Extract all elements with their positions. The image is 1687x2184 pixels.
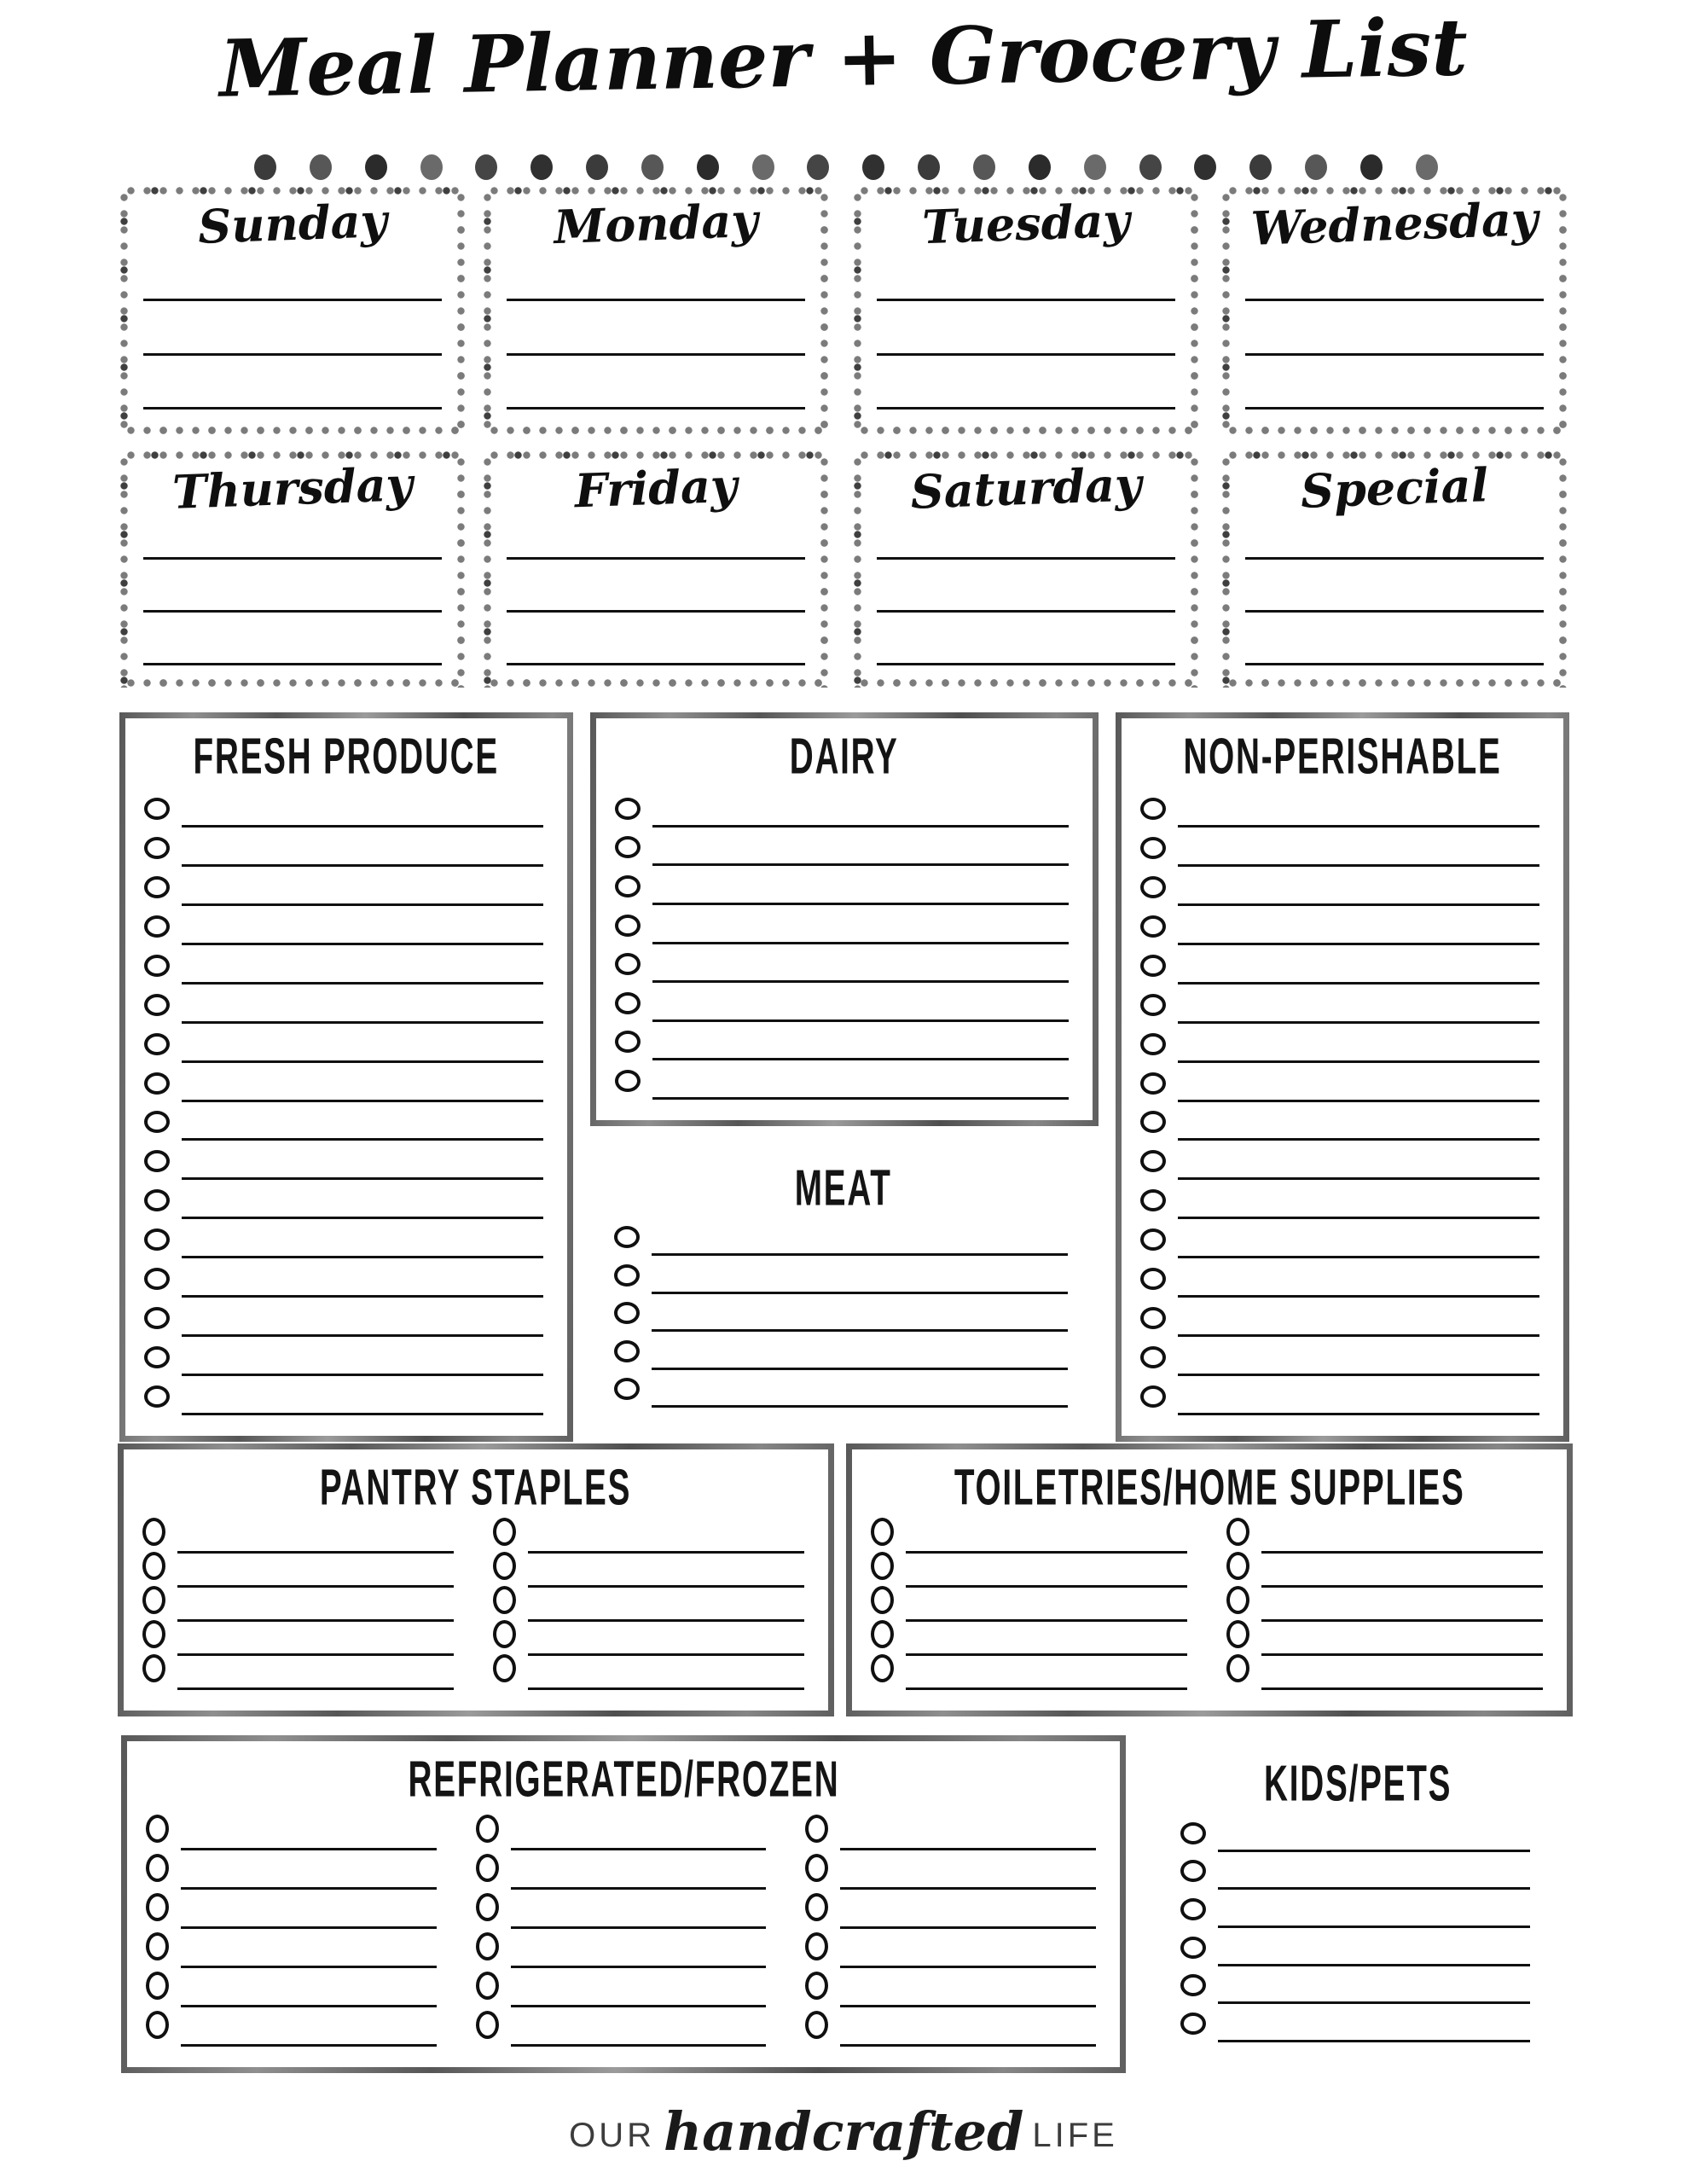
checkbox-circle[interactable] (146, 1893, 169, 1921)
list-item (1226, 1656, 1543, 1690)
checkbox-circle[interactable] (142, 1654, 165, 1682)
list-item (1140, 985, 1539, 1024)
day-box-saturday (853, 450, 1199, 688)
meal-line[interactable] (1245, 356, 1544, 410)
checkbox-circle[interactable] (1140, 1072, 1166, 1095)
footer-text-our: OUR (569, 2117, 656, 2154)
list-item (871, 1656, 1187, 1690)
checkbox-circle[interactable] (1140, 915, 1166, 938)
list-item (1226, 1622, 1543, 1656)
section-rows (1122, 785, 1563, 1436)
checkbox-circle[interactable] (805, 1932, 828, 1960)
day-lines (143, 507, 442, 665)
binder-dot (1416, 154, 1438, 180)
list-item (1226, 1588, 1543, 1622)
checkbox-circle[interactable] (144, 1307, 170, 1329)
list-item (614, 1370, 1068, 1408)
day-box-friday (483, 450, 829, 688)
checkbox-circle[interactable] (144, 798, 170, 820)
list-item (1140, 1141, 1539, 1180)
checkbox-circle[interactable] (146, 1972, 169, 2000)
day-lines (507, 507, 805, 665)
list-item (615, 866, 1069, 905)
section-rows (587, 1217, 1100, 1435)
checkbox-circle[interactable] (476, 1972, 499, 2000)
checkbox-circle[interactable] (615, 836, 641, 858)
list-item (1140, 867, 1539, 906)
meal-line[interactable] (877, 356, 1175, 410)
checkbox-circle[interactable] (1180, 2013, 1206, 2035)
day-title: Friday (573, 457, 739, 519)
checkbox-circle[interactable] (1140, 1033, 1166, 1055)
list-item (142, 1554, 454, 1588)
list-item (144, 945, 543, 985)
list-item (144, 1376, 543, 1415)
checkbox-circle[interactable] (614, 1378, 640, 1400)
checkbox-circle[interactable] (142, 1518, 165, 1546)
list-item (146, 1850, 437, 1890)
checkbox-circle[interactable] (144, 1346, 170, 1368)
list-item (1226, 1554, 1543, 1588)
checkbox-circle[interactable] (1140, 1307, 1166, 1329)
list-item (871, 1519, 1187, 1554)
checkbox-circle[interactable] (1226, 1654, 1249, 1682)
meal-line[interactable] (507, 356, 805, 410)
section-kids-pets (1153, 1737, 1562, 2070)
binder-dot (1360, 154, 1383, 180)
list-item (805, 2007, 1096, 2047)
list-item (1140, 828, 1539, 867)
list-item (805, 1929, 1096, 1968)
list-item (1140, 1219, 1539, 1258)
checkbox-circle[interactable] (476, 2011, 499, 2039)
checkbox-circle[interactable] (1140, 1385, 1166, 1408)
section-rows (124, 1516, 828, 1711)
meal-line[interactable] (507, 613, 805, 665)
list-item (614, 1294, 1068, 1332)
section-title: NON-PERISHABLE (1183, 729, 1502, 786)
meal-line[interactable] (143, 613, 442, 665)
day-box-wednesday (1221, 186, 1568, 435)
list-item (615, 1060, 1069, 1100)
write-line[interactable] (1261, 1687, 1543, 1690)
section-rows (596, 785, 1093, 1120)
list-item (142, 1656, 454, 1690)
binder-dots (254, 154, 1438, 181)
checkbox-circle[interactable] (144, 994, 170, 1016)
checkbox-circle[interactable] (614, 1226, 640, 1248)
write-line[interactable] (511, 2044, 767, 2047)
binder-dot (1084, 154, 1106, 180)
binder-dot (641, 154, 664, 180)
section-title: MEAT (795, 1160, 892, 1217)
list-item (146, 1968, 437, 2007)
list-item (1180, 2004, 1530, 2042)
day-title: Wednesday (1249, 191, 1539, 256)
checkbox-circle[interactable] (615, 915, 641, 937)
day-lines (507, 247, 805, 410)
binder-dot (1249, 154, 1272, 180)
section-rows (1153, 1812, 1562, 2070)
checkbox-circle[interactable] (144, 1268, 170, 1290)
day-lines (1245, 247, 1544, 410)
list-item (1140, 1376, 1539, 1415)
meal-line[interactable] (877, 301, 1175, 355)
checkbox-circle[interactable] (1140, 1268, 1166, 1290)
footer-script-handcrafted: handcrafted (664, 2100, 1024, 2163)
checkbox-circle[interactable] (614, 1264, 640, 1287)
list-item (146, 1929, 437, 1968)
list-item (144, 1102, 543, 1141)
checkbox-circle[interactable] (1140, 876, 1166, 898)
checkbox-circle[interactable] (615, 1031, 641, 1053)
checkbox-circle[interactable] (146, 1932, 169, 1960)
meal-line[interactable] (877, 560, 1175, 613)
list-item (615, 828, 1069, 867)
section-title: KIDS/PETS (1263, 1756, 1452, 1813)
day-box-thursday (119, 450, 466, 688)
checkbox-circle[interactable] (871, 1552, 894, 1580)
meal-line[interactable] (1245, 507, 1544, 560)
list-item (144, 788, 543, 828)
list-item (144, 1141, 543, 1180)
section-pantry-staples (118, 1443, 834, 1716)
list-item (144, 1024, 543, 1063)
section-rows (127, 1808, 1120, 2067)
list-item (493, 1588, 804, 1622)
checkbox-circle[interactable] (1180, 1974, 1206, 1996)
meal-line[interactable] (1245, 247, 1544, 301)
checkbox-circle[interactable] (146, 1854, 169, 1882)
list-item (476, 1890, 767, 1929)
checkbox-circle[interactable] (144, 1385, 170, 1408)
day-box-sunday (119, 186, 466, 435)
day-title: Tuesday (921, 192, 1131, 255)
binder-dot (697, 154, 719, 180)
list-item (1140, 945, 1539, 985)
list-item (144, 906, 543, 945)
list-item (1140, 1180, 1539, 1219)
checkbox-circle[interactable] (615, 953, 641, 975)
write-line[interactable] (181, 2044, 437, 2047)
binder-dot (475, 154, 497, 180)
list-item (615, 983, 1069, 1022)
list-item (1180, 1890, 1530, 1928)
checkbox-circle[interactable] (144, 1150, 170, 1172)
meal-line[interactable] (507, 247, 805, 301)
list-item (476, 1929, 767, 1968)
checkbox-circle[interactable] (805, 1972, 828, 2000)
meal-line[interactable] (507, 301, 805, 355)
checkbox-circle[interactable] (1140, 955, 1166, 977)
day-title: Thursday (171, 456, 414, 520)
meal-line[interactable] (877, 507, 1175, 560)
binder-dot (1139, 154, 1162, 180)
list-item (493, 1554, 804, 1588)
binder-dot (310, 154, 332, 180)
list-item (805, 1968, 1096, 2007)
checkbox-circle[interactable] (614, 1340, 640, 1362)
meal-line[interactable] (507, 560, 805, 613)
list-item (144, 1219, 543, 1258)
checkbox-circle[interactable] (144, 1111, 170, 1133)
list-item (615, 1022, 1069, 1061)
checkbox-circle[interactable] (146, 1815, 169, 1843)
checkbox-circle[interactable] (144, 915, 170, 938)
binder-dot (807, 154, 829, 180)
checkbox-circle[interactable] (615, 798, 641, 820)
list-item (614, 1218, 1068, 1256)
list-item (1180, 1966, 1530, 2005)
list-item (476, 2007, 767, 2047)
checkbox-circle[interactable] (476, 1893, 499, 1921)
list-item (142, 1519, 454, 1554)
checkbox-circle[interactable] (144, 837, 170, 859)
write-line[interactable] (1178, 1413, 1539, 1415)
list-item (614, 1256, 1068, 1293)
binder-dot (420, 154, 443, 180)
section-title: PANTRY STAPLES (320, 1460, 632, 1517)
checkbox-circle[interactable] (1140, 994, 1166, 1016)
checkbox-circle[interactable] (144, 1189, 170, 1211)
list-item (871, 1588, 1187, 1622)
checkbox-circle[interactable] (1226, 1552, 1249, 1580)
list-item (1226, 1519, 1543, 1554)
list-item (476, 1968, 767, 2007)
checkbox-circle[interactable] (805, 1854, 828, 1882)
list-item (144, 1258, 543, 1298)
section-fresh-produce (119, 712, 573, 1442)
footer-text-life: LIFE (1032, 2117, 1118, 2154)
binder-dot (752, 154, 774, 180)
section-title: DAIRY (790, 729, 899, 786)
page-title: Meal Planner + Grocery List (218, 1, 1469, 115)
section-meat (587, 1141, 1100, 1435)
checkbox-circle[interactable] (614, 1302, 640, 1324)
meal-line[interactable] (143, 507, 442, 560)
list-item (493, 1519, 804, 1554)
list-item (1140, 1298, 1539, 1337)
list-item (144, 867, 543, 906)
list-item (146, 1890, 437, 1929)
day-lines (1245, 507, 1544, 665)
list-item (144, 1298, 543, 1337)
list-item (493, 1622, 804, 1656)
write-line[interactable] (177, 1687, 454, 1690)
list-item (144, 1063, 543, 1102)
list-item (144, 828, 543, 867)
checkbox-circle[interactable] (1140, 1150, 1166, 1172)
day-lines (877, 507, 1175, 665)
day-box-special (1221, 450, 1568, 688)
meal-line[interactable] (877, 613, 1175, 665)
checkbox-circle[interactable] (615, 875, 641, 897)
list-item (805, 1850, 1096, 1890)
list-item (142, 1622, 454, 1656)
checkbox-circle[interactable] (144, 876, 170, 898)
list-item (476, 1850, 767, 1890)
checkbox-circle[interactable] (871, 1518, 894, 1546)
list-item (1180, 1814, 1530, 1852)
day-title: Monday (553, 192, 759, 255)
day-title: Sunday (197, 193, 388, 254)
write-line[interactable] (906, 1687, 1187, 1690)
binder-dot (586, 154, 608, 180)
list-item (1140, 1102, 1539, 1141)
write-line[interactable] (528, 1687, 804, 1690)
binder-dot (1029, 154, 1051, 180)
write-line[interactable] (652, 1097, 1069, 1100)
list-item (1140, 1024, 1539, 1063)
binder-dot (1305, 154, 1327, 180)
list-item (142, 1588, 454, 1622)
checkbox-circle[interactable] (144, 1072, 170, 1095)
section-dairy (590, 712, 1099, 1126)
section-title: FRESH PRODUCE (193, 729, 500, 786)
checkbox-circle[interactable] (1180, 1860, 1206, 1882)
section-rows (852, 1516, 1567, 1711)
checkbox-circle[interactable] (144, 1228, 170, 1251)
checkbox-circle[interactable] (1180, 1898, 1206, 1920)
list-item (615, 944, 1069, 984)
checkbox-circle[interactable] (476, 1854, 499, 1882)
checkbox-circle[interactable] (142, 1586, 165, 1614)
list-item (144, 1337, 543, 1376)
checkbox-circle[interactable] (1140, 1111, 1166, 1133)
list-item (1140, 906, 1539, 945)
meal-line[interactable] (877, 247, 1175, 301)
section-title: TOILETRIES/HOME SUPPLIES (954, 1460, 1465, 1517)
list-item (476, 1811, 767, 1850)
checkbox-circle[interactable] (805, 1815, 828, 1843)
list-item (614, 1332, 1068, 1369)
list-item (1180, 1852, 1530, 1891)
binder-dot (365, 154, 387, 180)
checkbox-circle[interactable] (144, 955, 170, 977)
binder-dot (918, 154, 940, 180)
checkbox-circle[interactable] (615, 1070, 641, 1092)
list-item (1140, 1258, 1539, 1298)
list-item (1140, 1063, 1539, 1102)
checkbox-circle[interactable] (805, 2011, 828, 2039)
checkbox-circle[interactable] (1180, 1822, 1206, 1844)
checkbox-circle[interactable] (871, 1586, 894, 1614)
section-title: REFRIGERATED/FROZEN (408, 1751, 839, 1809)
checkbox-circle[interactable] (871, 1620, 894, 1648)
checkbox-circle[interactable] (871, 1654, 894, 1682)
list-item (871, 1554, 1187, 1588)
meal-line[interactable] (143, 560, 442, 613)
list-item (615, 905, 1069, 944)
checkbox-circle[interactable] (1226, 1518, 1249, 1546)
meal-line[interactable] (143, 356, 442, 410)
day-box-tuesday (853, 186, 1199, 435)
checkbox-circle[interactable] (476, 1932, 499, 1960)
checkbox-circle[interactable] (493, 1552, 516, 1580)
day-title: Saturday (909, 456, 1143, 520)
day-lines (143, 247, 442, 410)
section-refrigerated-frozen (121, 1735, 1126, 2073)
binder-dot (254, 154, 276, 180)
list-item (1180, 1928, 1530, 1966)
binder-dot (862, 154, 884, 180)
list-item (144, 1180, 543, 1219)
checkbox-circle[interactable] (142, 1620, 165, 1648)
section-toiletries-home-supplies (846, 1443, 1573, 1716)
checkbox-circle[interactable] (476, 1815, 499, 1843)
day-lines (877, 247, 1175, 410)
binder-dot (1194, 154, 1216, 180)
list-item (146, 2007, 437, 2047)
checkbox-circle[interactable] (1140, 1346, 1166, 1368)
write-line[interactable] (182, 1413, 543, 1415)
checkbox-circle[interactable] (493, 1654, 516, 1682)
write-line[interactable] (1218, 2040, 1530, 2042)
checkbox-circle[interactable] (142, 1552, 165, 1580)
checkbox-circle[interactable] (615, 992, 641, 1014)
list-item (1140, 1337, 1539, 1376)
list-item (144, 985, 543, 1024)
checkbox-circle[interactable] (805, 1893, 828, 1921)
checkbox-circle[interactable] (493, 1586, 516, 1614)
meal-line[interactable] (1245, 560, 1544, 613)
section-rows (125, 785, 567, 1436)
checkbox-circle[interactable] (1140, 1189, 1166, 1211)
meal-line[interactable] (143, 247, 442, 301)
checkbox-circle[interactable] (1226, 1620, 1249, 1648)
checkbox-circle[interactable] (146, 2011, 169, 2039)
checkbox-circle[interactable] (1140, 837, 1166, 859)
list-item (871, 1622, 1187, 1656)
footer-logo (0, 2097, 1687, 2163)
checkbox-circle[interactable] (1140, 798, 1166, 820)
meal-line[interactable] (507, 507, 805, 560)
list-item (1140, 788, 1539, 828)
day-title: Special (1299, 457, 1490, 519)
checkbox-circle[interactable] (1180, 1937, 1206, 1959)
list-item (493, 1656, 804, 1690)
checkbox-circle[interactable] (1140, 1228, 1166, 1251)
binder-dot (530, 154, 553, 180)
binder-dot (973, 154, 995, 180)
checkbox-circle[interactable] (144, 1033, 170, 1055)
list-item (805, 1811, 1096, 1850)
checkbox-circle[interactable] (1226, 1586, 1249, 1614)
meal-line[interactable] (1245, 301, 1544, 355)
write-line[interactable] (652, 1405, 1068, 1408)
meal-line[interactable] (1245, 613, 1544, 665)
meal-line[interactable] (143, 301, 442, 355)
checkbox-circle[interactable] (493, 1620, 516, 1648)
list-item (805, 1890, 1096, 1929)
section-non-perishable (1116, 712, 1569, 1442)
list-item (615, 788, 1069, 828)
checkbox-circle[interactable] (493, 1518, 516, 1546)
day-box-monday (483, 186, 829, 435)
write-line[interactable] (840, 2044, 1096, 2047)
list-item (146, 1811, 437, 1850)
